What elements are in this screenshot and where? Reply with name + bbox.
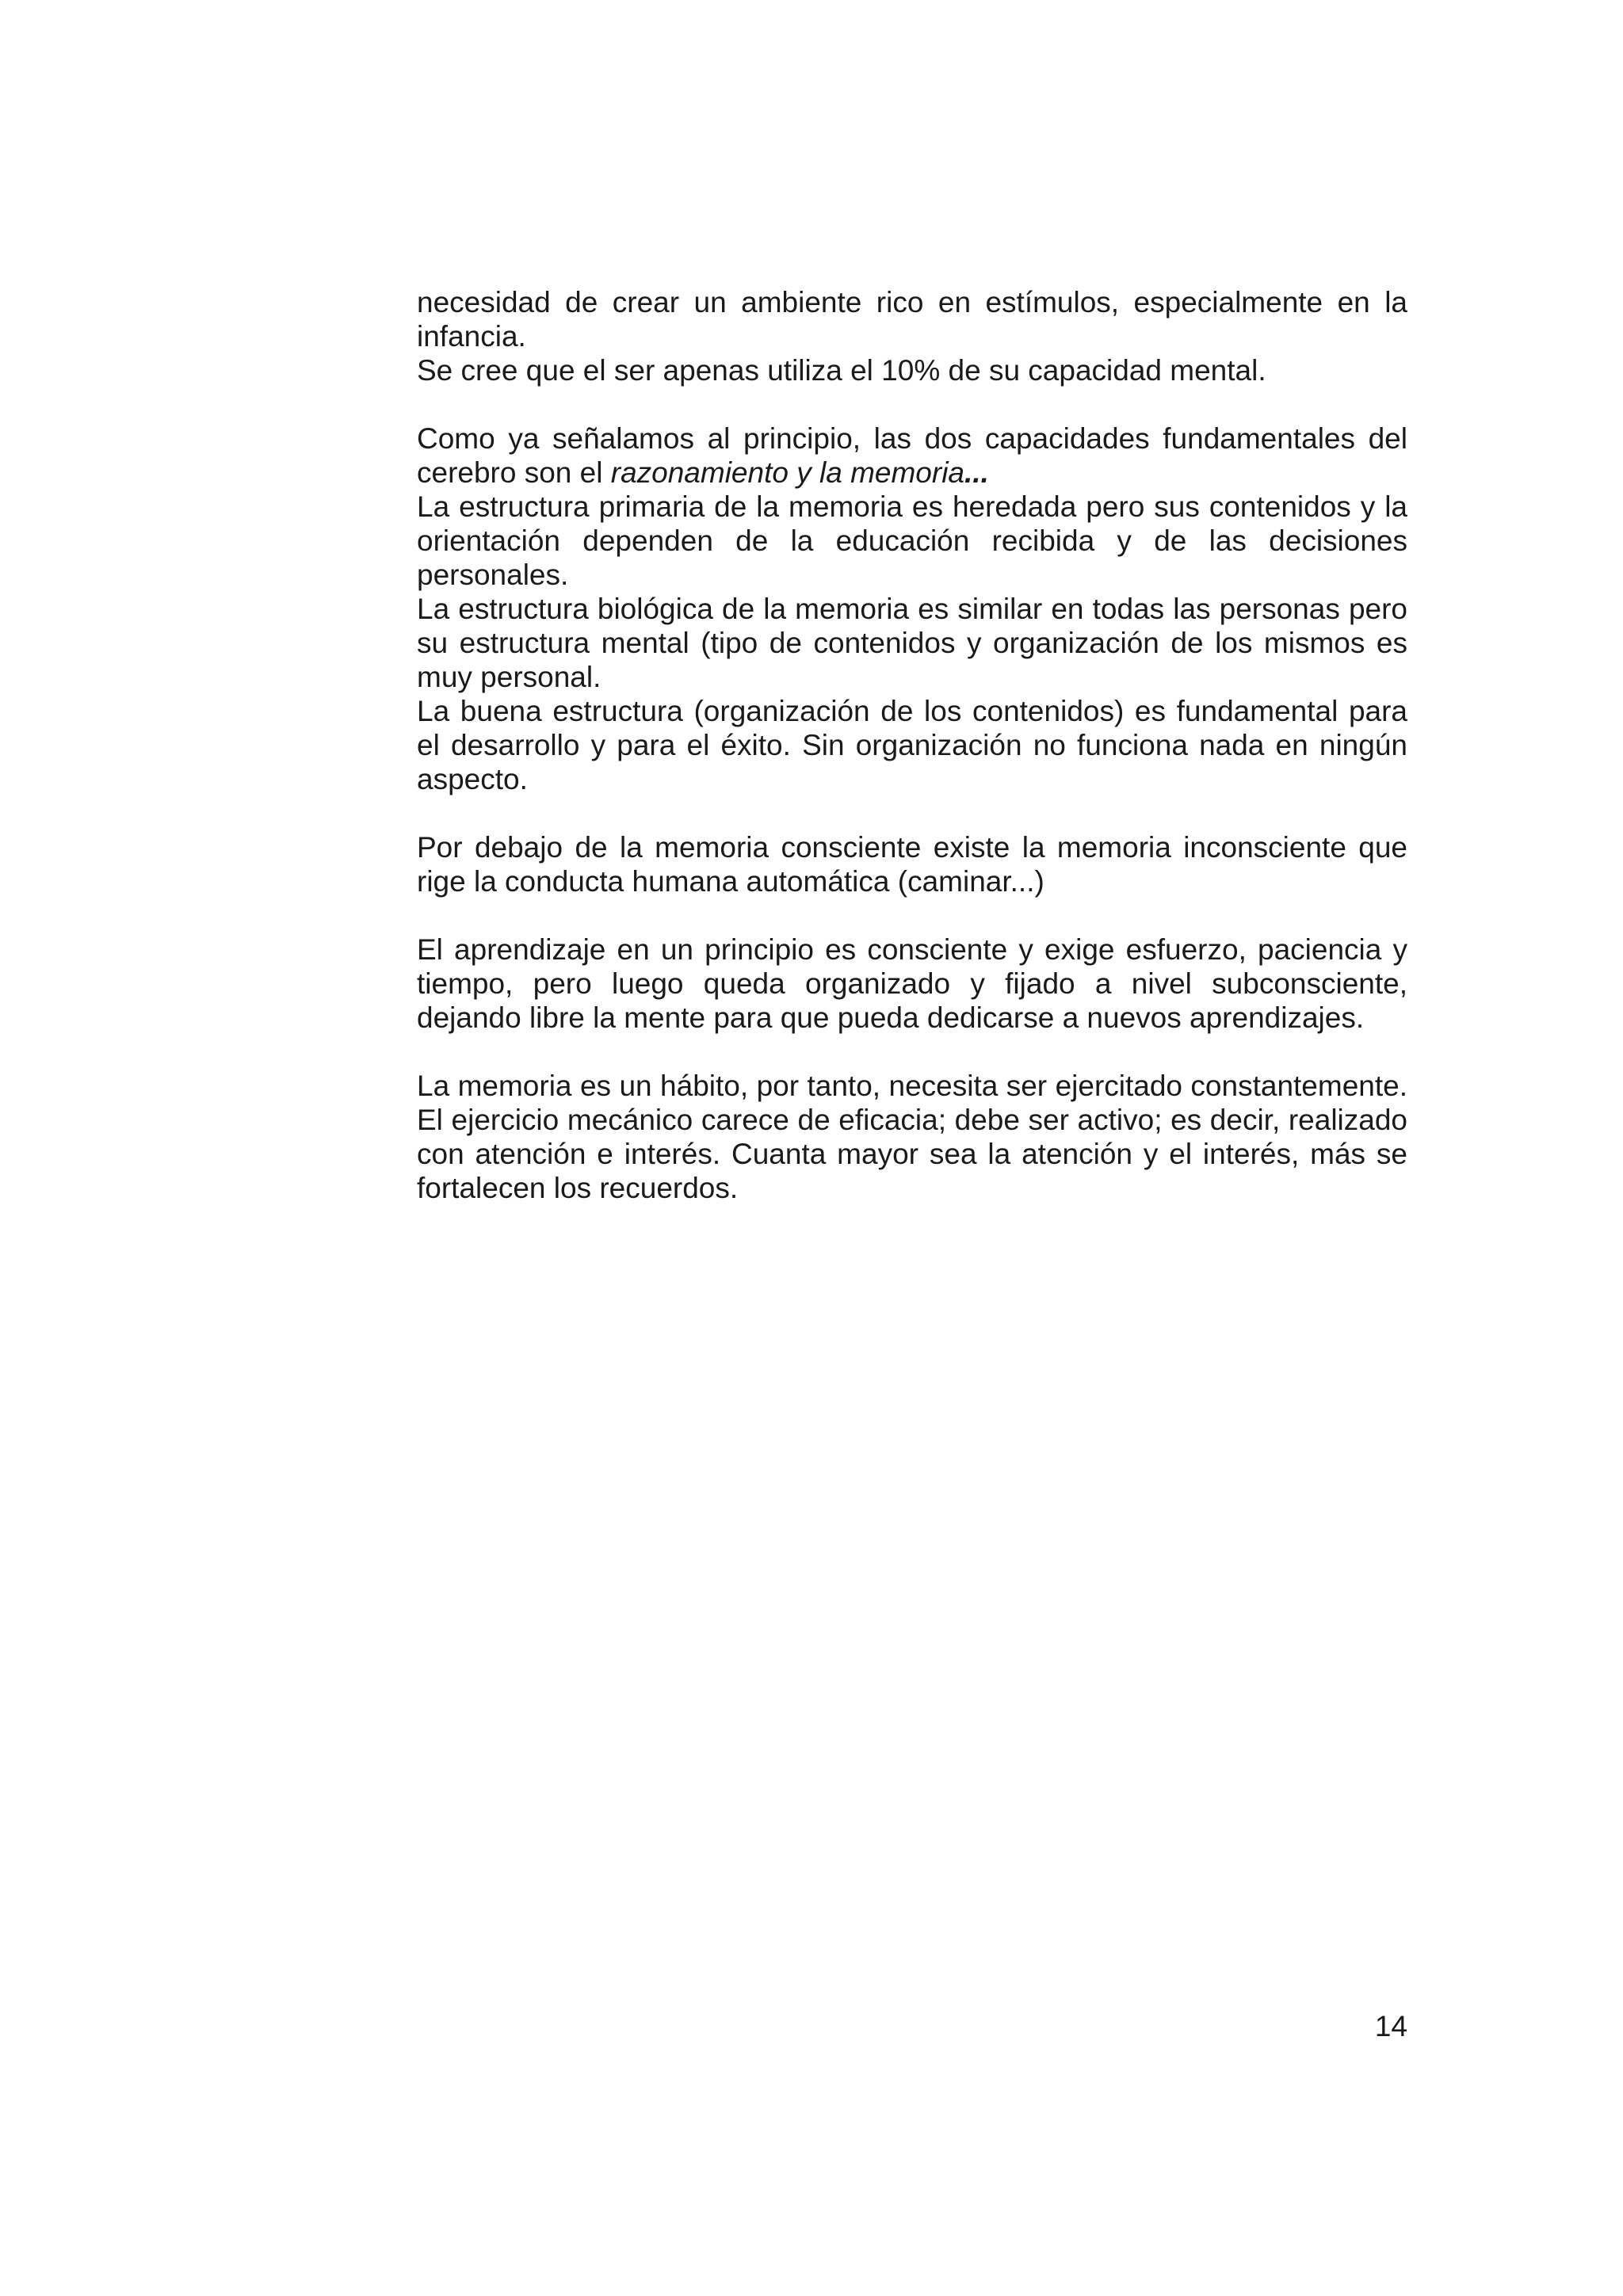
paragraph-memory-habit: La memoria es un hábito, por tanto, necesita ser ejercitado constantemente. El ejercicio mecánico carece de eficacia; debe ser activo; es decir, realizado con atención e interés. Cuanta mayor sea la atención y el interés, más se fortalecen los recuerdos.	[417, 1070, 1407, 1204]
paragraph-learning: El aprendizaje en un principio es consciente y exige esfuerzo, paciencia y tiempo, pero luego queda organizado y fijado a nivel subconsciente, dejando libre la mente para que pueda dedicarse a nuevos aprendizajes.	[417, 933, 1407, 1034]
page-number: 14	[1374, 2010, 1407, 2042]
paragraph-unconscious-memory: Por debajo de la memoria consciente existe la memoria inconsciente que rige la conducta humana automática (caminar...)	[417, 831, 1407, 898]
body-text	[417, 285, 1407, 1205]
brain-capacities-ellipsis: ...	[964, 456, 989, 489]
paragraph-stimuli: necesidad de crear un ambiente rico en estímulos, especialmente en la infancia.	[417, 286, 1407, 353]
brain-capacities-lead: Como ya señalamos al principio, las dos capacidades fundamentales del cerebro son el	[417, 422, 1407, 489]
paragraph-primary-structure: La estructura primaria de la memoria es heredada pero sus contenidos y la orientación dependen de la educación recibida y de las decisiones personales.	[417, 490, 1407, 591]
paragraph-mental-capacity: Se cree que el ser apenas utiliza el 10% de su capacidad mental.	[417, 354, 1266, 387]
brain-capacities-emphasis: razonamiento y la memoria	[610, 456, 964, 489]
paragraph-biological-structure: La estructura biológica de la memoria es similar en todas las personas pero su estructura mental (tipo de contenidos y organización de los mismos es muy personal.	[417, 593, 1407, 693]
paragraph-brain-capacities	[417, 421, 1407, 490]
paragraph-good-structure: La buena estructura (organización de los contenidos) es fundamental para el desarrollo y para el éxito. Sin organización no funciona nada en ningún aspecto.	[417, 695, 1407, 795]
